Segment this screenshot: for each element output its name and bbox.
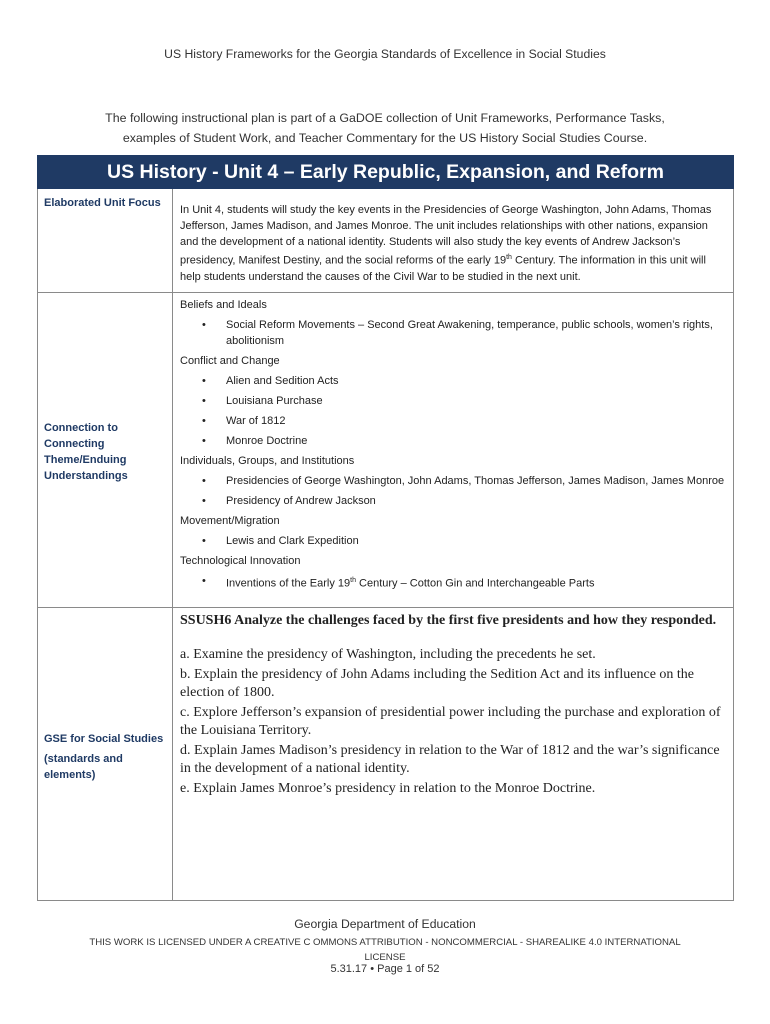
theme-list (180, 473, 725, 509)
superscript: th (506, 254, 512, 261)
theme-item: • Social Reform Movements – Second Great Awakening, temperance, public schools, women’s rights, abolitionism (180, 317, 725, 349)
standard-element: e. Explain James Monroe’s presidency in relation to the Monroe Doctrine. (180, 781, 596, 796)
superscript: th (350, 577, 356, 584)
footer-org: Georgia Department of Education (294, 917, 476, 931)
theme-list (180, 573, 725, 592)
label-line: Connection to (44, 422, 118, 434)
row-divider (37, 292, 734, 293)
focus-text-part: In Unit 4, students will study the key events in the Presidencies of George Washington, John Adams, Thomas Jefferson, James Madison, and James Monroe. The unit includes relationships with other nations, expansion and the development of a national identity. Students will also study the key events of Andrew Jackson’s presidency, Manifest Destiny, and the social reforms of the early 19 (180, 204, 712, 267)
intro-line: The following instructional plan is part of a GaDOE collection of Unit Frameworks, Performance Tasks, (105, 111, 665, 125)
theme-item: • Lewis and Clark Expedition (180, 533, 725, 549)
label-line: Connecting (44, 438, 105, 450)
intro-line: examples of Student Work, and Teacher Commentary for the US History Social Studies Course. (122, 131, 648, 145)
theme-list (180, 533, 725, 549)
running-header: US History Frameworks for the Georgia Standards of Excellence in Social Studies (164, 47, 606, 61)
connection-label (44, 420, 128, 484)
label-line: Theme/Enduing (44, 454, 127, 466)
standard-element: b. Explain the presidency of John Adams including the Sedition Act and its influence on the election of 1800. (180, 667, 695, 700)
page-number: 5.31.17 • Page 1 of 52 (330, 963, 440, 975)
theme-list (180, 317, 725, 349)
theme-item: • Presidency of Andrew Jackson (180, 493, 725, 509)
standard-element: a. Examine the presidency of Washington, including the precedents he set. (180, 647, 596, 662)
row-divider (37, 607, 734, 608)
theme-heading: Movement/Migration (180, 515, 280, 527)
label-line: elements) (44, 769, 96, 781)
license-line: LICENSE (364, 952, 406, 963)
label-line: Understandings (44, 470, 128, 482)
theme-heading: Beliefs and Ideals (180, 299, 267, 311)
theme-item: • Louisiana Purchase (180, 393, 725, 409)
connection-content (180, 297, 725, 592)
theme-heading: Conflict and Change (180, 355, 280, 367)
standard-element: d. Explain James Madison’s presidency in relation to the War of 1812 and the war’s significance in the development of a national identity. (180, 743, 720, 776)
gse-label (44, 731, 163, 783)
theme-list (180, 373, 725, 449)
theme-item: • Monroe Doctrine (180, 433, 725, 449)
focus-text-part: Century. The information in this unit will help students understand the causes of the Civil War to be studied in the next unit. (180, 254, 706, 283)
standard-title: SSUSH6 Analyze the challenges faced by the first five presidents and how they responded. (180, 613, 717, 628)
theme-item-part: Century – Cotton Gin and Interchangeable Parts (355, 577, 595, 590)
unit-title: US History - Unit 4 – Early Republic, Expansion, and Reform (37, 155, 734, 189)
intro-paragraph (60, 108, 710, 148)
theme-item: • Presidencies of George Washington, John Adams, Thomas Jefferson, James Madison, James Monroe (180, 473, 725, 489)
standard-element: c. Explore Jefferson’s expansion of presidential power including the purchase and exploration of the Louisiana Territory. (180, 705, 721, 738)
footer-license (80, 935, 690, 965)
column-divider (172, 189, 173, 901)
theme-item: • Alien and Sedition Acts (180, 373, 725, 389)
theme-item (180, 573, 725, 592)
focus-label: Elaborated Unit Focus (44, 197, 161, 209)
theme-item-part: Inventions of the Early 19 (226, 577, 351, 590)
theme-heading: Technological Innovation (180, 555, 301, 567)
theme-item: • War of 1812 (180, 413, 725, 429)
focus-text (180, 202, 725, 285)
license-line: THIS WORK IS LICENSED UNDER A CREATIVE C OMMONS ATTRIBUTION - NONCOMMERCIAL - SHAREALIKE 4.0 INTERNATIONAL (89, 937, 681, 948)
gse-content (180, 612, 728, 798)
label-line: (standards and (44, 753, 123, 765)
label-line: GSE for Social Studies (44, 733, 164, 745)
theme-heading: Individuals, Groups, and Institutions (180, 455, 355, 467)
